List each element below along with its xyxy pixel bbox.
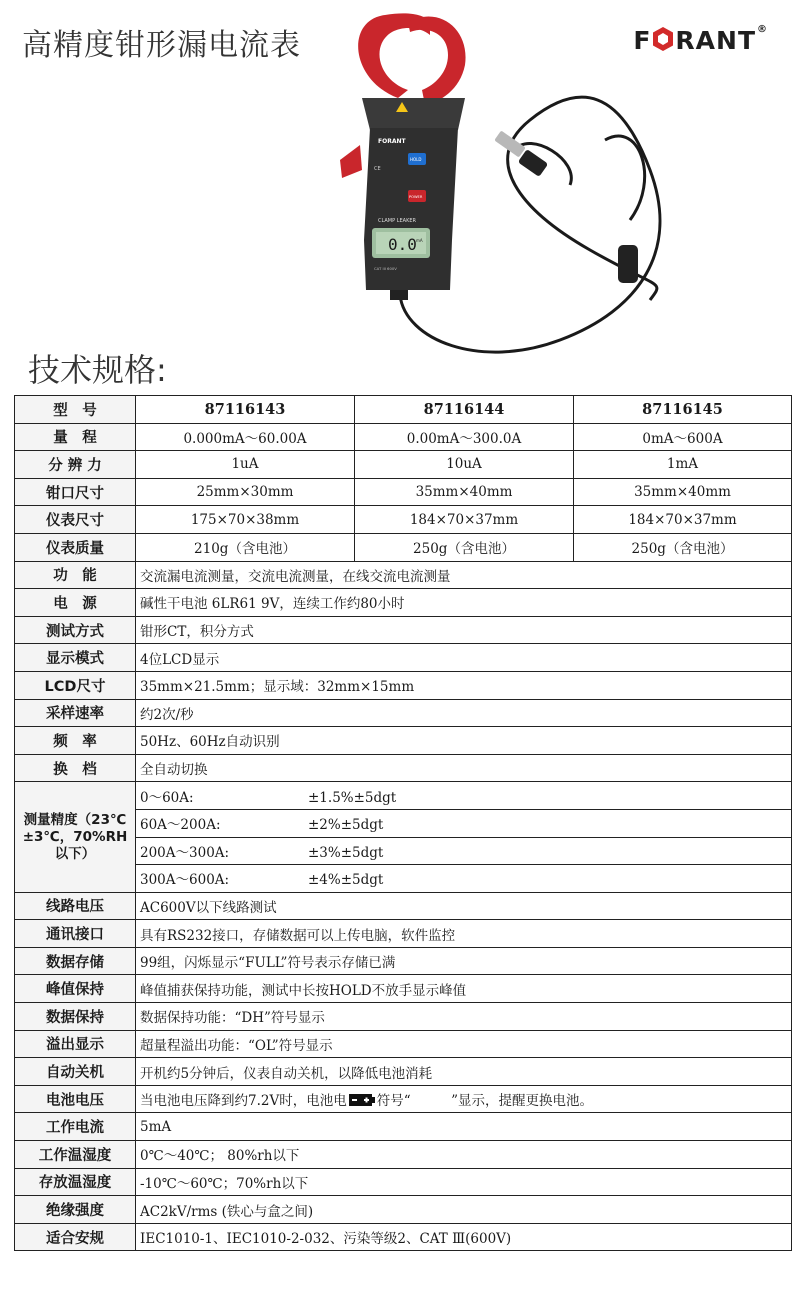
table-cell: 5mA [136,1113,792,1141]
row-label: 仪表质量 [15,533,136,561]
table-cell: 25mm×30mm [136,478,355,506]
table-row [15,1058,792,1086]
row-label: 型 号 [15,396,136,424]
table-cell: 10uA [355,451,574,479]
row-label: 电 源 [15,589,136,617]
model-cell: 87116143 [136,396,355,424]
table-row [15,782,792,810]
table-cell: 全自动切换 [136,754,792,782]
row-label: 存放温湿度 [15,1168,136,1196]
table-row [15,589,792,617]
table-cell: 99组，闪烁显示“FULL”符号表示存储已满 [136,947,792,975]
registered-mark: ® [757,24,768,35]
table-row [15,1168,792,1196]
table-cell: 0℃～40℃； 80%rh以下 [136,1141,792,1169]
accuracy-value: ±1.5%±5dgt [308,789,397,806]
table-cell: 开机约5分钟后，仪表自动关机，以降低电池消耗 [136,1058,792,1086]
table-row [15,727,792,755]
table-cell: 交流漏电流测量，交流电流测量，在线交流电流测量 [136,561,792,589]
table-row [15,423,792,451]
accuracy-value: ±2%±5dgt [308,817,384,834]
table-row [15,1113,792,1141]
table-cell: AC600V以下线路测试 [136,892,792,920]
row-label: 自动关机 [15,1058,136,1086]
table-row [15,920,792,948]
table-row [15,1003,792,1031]
ce-mark: CE [374,166,381,172]
row-label: 工作电流 [15,1113,136,1141]
table-row [15,1030,792,1058]
accuracy-value: ±4%±5dgt [308,872,384,889]
row-label: 采样速率 [15,699,136,727]
accuracy-range: 200A～300A: [140,844,230,861]
table-row [15,671,792,699]
row-label: 绝缘强度 [15,1196,136,1224]
row-label: 钳口尺寸 [15,478,136,506]
row-label: 显示模式 [15,644,136,672]
table-cell: 钳形CT，积分方式 [136,616,792,644]
table-row [15,1141,792,1169]
accuracy-value: ±3%±5dgt [308,844,384,861]
table-row [15,947,792,975]
row-label: 仪表尺寸 [15,506,136,534]
accuracy-cell [136,809,792,837]
accuracy-range: 0～60A: [140,789,194,806]
row-label: 通讯接口 [15,920,136,948]
table-cell: 1mA [574,451,792,479]
table-row [15,506,792,534]
table-row [15,533,792,561]
table-row [15,396,792,424]
row-label: 测试方式 [15,616,136,644]
accuracy-range: 60A～200A: [140,817,221,834]
model-cell: 87116145 [574,396,792,424]
accuracy-cell [136,865,792,893]
row-label: 频 率 [15,727,136,755]
table-cell: 数据保持功能：“DH”符号显示 [136,1003,792,1031]
meter-model-label: CLAMP LEAKER [378,218,417,224]
table-cell: 具有RS232接口，存储数据可以上传电脑，软件监控 [136,920,792,948]
table-cell: AC2kV/rms (铁心与盒之间) [136,1196,792,1224]
row-label: 线路电压 [15,892,136,920]
row-label: 工作温湿度 [15,1141,136,1169]
brand-letter-f: F [633,26,652,55]
table-cell: 4位LCD显示 [136,644,792,672]
section-title: 技术规格: [28,351,167,389]
table-row [15,754,792,782]
table-cell: 184×70×37mm [574,506,792,534]
row-label: 功 能 [15,561,136,589]
accuracy-label: 测量精度（23℃±3℃，70%RH以下） [15,782,136,892]
table-row [15,1196,792,1224]
table-cell: 35mm×21.5mm；显示域：32mm×15mm [136,671,792,699]
table-cell: 碱性干电池 6LR61 9V，连续工作约80小时 [136,589,792,617]
row-label: 数据保持 [15,1003,136,1031]
table-row [15,975,792,1003]
accuracy-range: 300A～600A: [140,872,230,889]
table-cell: 35mm×40mm [574,478,792,506]
table-cell: 210g（含电池） [136,533,355,561]
clamp-meter-image [330,10,680,365]
accuracy-cell [136,782,792,810]
table-cell: 175×70×38mm [136,506,355,534]
row-label: 适合安规 [15,1223,136,1251]
meter-brand-label: FORANT [378,138,406,145]
table-cell: 250g（含电池） [355,533,574,561]
spec-table [14,395,792,1251]
table-cell [136,1085,792,1113]
table-cell: IEC1010-1、IEC1010-2-032、污染等级2、CAT Ⅲ(600V) [136,1223,792,1251]
battery-text-before: 当电池电压降到约7.2V时，电池电 [140,1093,347,1110]
table-cell: 峰值捕获保持功能，测试中长按HOLD不放手显示峰值 [136,975,792,1003]
table-row [15,1223,792,1251]
table-cell: -10℃～60℃；70%rh以下 [136,1168,792,1196]
meter-rating-label: CAT III 600V [374,266,397,271]
table-row [15,451,792,479]
row-label: 换 档 [15,754,136,782]
row-label: 量 程 [15,423,136,451]
battery-icon [349,1094,375,1106]
table-cell: 1uA [136,451,355,479]
table-row [15,561,792,589]
brand-letters-rant: RANT [675,26,756,55]
table-cell: 250g（含电池） [574,533,792,561]
row-label: 分 辨 力 [15,451,136,479]
table-cell: 0.000mA～60.00A [136,423,355,451]
table-cell: 50Hz、60Hz自动识别 [136,727,792,755]
power-button-label: POWER [409,195,423,199]
table-cell: 超量程溢出功能：“OL”符号显示 [136,1030,792,1058]
table-row [15,478,792,506]
page-title: 高精度钳形漏电流表 [22,28,301,63]
lcd-unit: mA [416,238,423,243]
hold-button-label: HOLD [410,157,422,162]
battery-text-after: 符号“ ”显示，提醒更换电池。 [376,1093,594,1110]
table-cell: 184×70×37mm [355,506,574,534]
row-label: 峰值保持 [15,975,136,1003]
row-label: 数据存储 [15,947,136,975]
row-label: LCD尺寸 [15,671,136,699]
row-label: 溢出显示 [15,1030,136,1058]
table-row [15,892,792,920]
table-row [15,1085,792,1113]
table-cell: 0.00mA～300.0A [355,423,574,451]
model-cell: 87116144 [355,396,574,424]
table-cell: 约2次/秒 [136,699,792,727]
table-row [15,699,792,727]
lcd-reading: 0.0 [388,235,417,254]
row-label: 电池电压 [15,1085,136,1113]
table-row [15,616,792,644]
accuracy-cell [136,837,792,865]
table-cell: 35mm×40mm [355,478,574,506]
table-row [15,644,792,672]
table-cell: 0mA～600A [574,423,792,451]
